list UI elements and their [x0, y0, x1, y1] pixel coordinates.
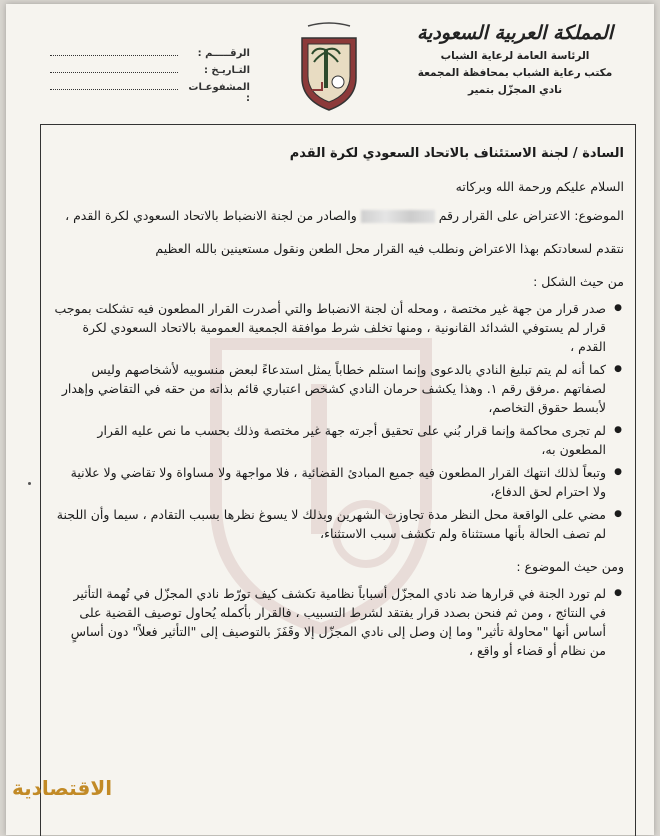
- merits-points-list: [54, 584, 624, 660]
- list-item: ● وتبعاً لذلك انتهك القرار المطعون فيه جميع المبادئ القضائية ، فلا مواجهة ولا مساواة ولا تقاضي ولا علانية ولا احترام لحق الدفاع،: [54, 463, 606, 501]
- list-item: ● لم تورد الجنة في قرارها ضد نادي المجزّل أسباباً نظامية تكشف كيف تورّط نادي المجزّل في تُهمة التأثير في النتائج ، ومن ثم فنحن بصدد قرار يفتقد لشرط التسبيب ، فالقرار بأكمله يُحاول توصيف القضية على أساس أنها "محاولة تأثير" وما إن وصل إلى نادي المجزّل إلا وقَفَزَ بالتوصيف إلى "التأثير فعلاً" دون أساسٍ من نظام أو قضاء أو واقع ،: [54, 584, 606, 660]
- ref-date-row: [50, 65, 250, 82]
- ref-attachments-row: [50, 82, 250, 104]
- addressee: السادة / لجنة الاستئناف بالاتحاد السعودي لكرة القدم: [289, 146, 624, 161]
- ref-attachments-label: المشفوعـات :: [188, 82, 250, 104]
- greeting: السلام عليكم ورحمة الله وبركاته: [455, 179, 624, 194]
- club-emblem-icon: [294, 20, 364, 112]
- margin-dot: [28, 482, 31, 485]
- letter-page: [6, 4, 654, 835]
- org-line-1: الرئاسة العامة لرعاية الشباب: [440, 50, 590, 62]
- subject-line: [54, 206, 624, 225]
- org-line-2: مكتب رعاية الشباب بمحافظة المجمعة: [417, 67, 613, 79]
- subject-text-start: الموضوع: الاعتراض على القرار رقم: [438, 208, 624, 223]
- ref-date-label: التـاريـخ :: [203, 65, 250, 76]
- letter-body: [54, 134, 624, 664]
- list-item: ● لم تجرى محاكمة وإنما قرار بُني على تحقيق أجرته جهة غير مختصة وذلك بحسب ما نص عليه القرار المطعون به،: [54, 421, 606, 459]
- org-line-3: نادي المجزّل بتمير: [467, 84, 563, 96]
- form-heading: من حيث الشكل :: [533, 274, 624, 289]
- kingdom-title: المملكة العربية السعودية: [416, 22, 614, 44]
- ref-date-line: [50, 72, 178, 73]
- ref-number-row: [50, 48, 250, 65]
- ref-number-label: الرقـــــم :: [197, 48, 250, 59]
- ref-attachments-line: [50, 89, 178, 90]
- list-item: ● كما أنه لم يتم تبليغ النادي بالدعوى وإنما استلم خطاباً يمثل استدعاءً لبعض منسوبيه لأشخاصهم وليس لصفاتهم .مرفق رقم ١. وهذا يكشف حرمان النادي كشخص اعتباري قائم بذاته من حقه في التقاضي وإهدار لأبسط حقوق التخاصم،: [54, 360, 606, 417]
- reference-fields: [50, 48, 250, 104]
- form-points-list: [54, 299, 624, 543]
- publisher-logo: الاقتصادية: [12, 776, 113, 800]
- ref-number-line: [50, 55, 178, 56]
- intro-paragraph: نتقدم لسعادتكم بهذا الاعتراض ونطلب فيه القرار محل الطعن ونقول مستعينين بالله العظيم: [155, 241, 624, 256]
- list-item: ● مضي على الواقعة محل النظر مدة تجاوزت الشهرين وبذلك لا يسوغ نظرها بسبب التقادم ، سيما وأن اللجنة لم تصف الحالة بأنها مستثناة ولم تكشف سبب الاستثناء،: [54, 505, 606, 543]
- letterhead-org-block: [410, 22, 620, 99]
- list-item: ● صدر قرار من جهة غير مختصة ، ومحله أن لجنة الانضباط والتي أصدرت القرار المطعون فيه تشكلت بموجب قرار لم يستوفي الشدائد القانونية ، ومنها تخلف شرط موافقة الجمعية العمومية بالاتحاد السعودي لكرة القدم ،: [54, 299, 606, 356]
- subject-text-end: والصادر من لجنة الانضباط بالاتحاد السعودي لكرة القدم ،: [65, 208, 357, 223]
- redacted-decision-number: [361, 210, 435, 223]
- merits-heading: ومن حيث الموضوع :: [516, 559, 624, 574]
- letterhead: [6, 4, 654, 124]
